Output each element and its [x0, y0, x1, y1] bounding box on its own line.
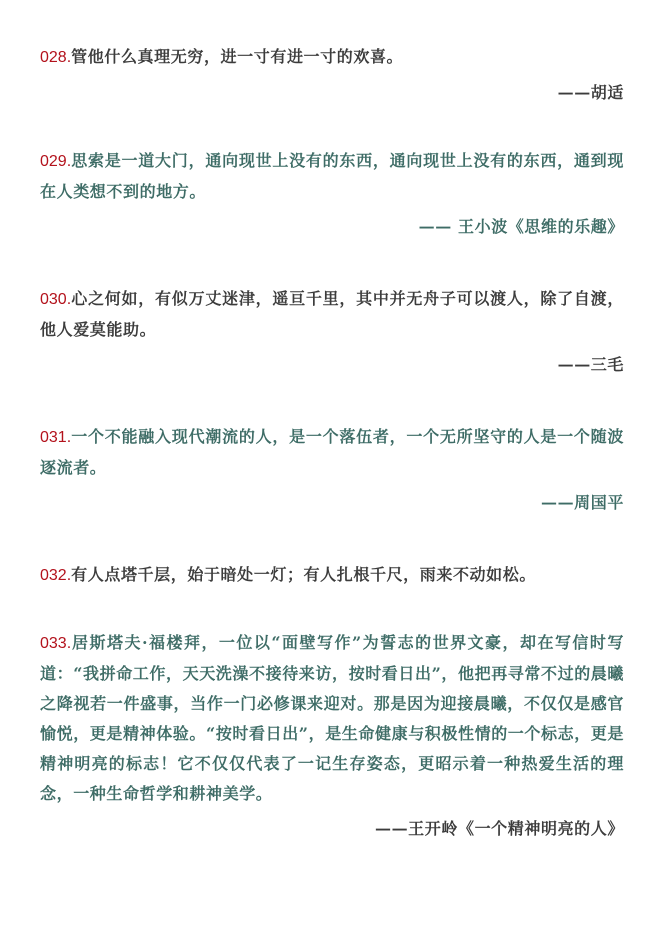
quote-author: —— 王小波《思维的乐趣》	[418, 217, 624, 236]
quote-body: 居斯塔夫·福楼拜，一位以“面壁写作”为誓志的世界文豪，却在写信时写道：“我拼命工作，天天洗澡不接待来访，按时看日出”，他把再寻常不过的晨曦之降视若一件盛事，当作一门必修课来迎对。那是因为迎接晨曦，不仅仅是感官愉悦，更是精神体验。“按时看日出”，是生命健康与积极性情的一个标志，更是精神明亮的标志！它不仅仅代表了一记生存姿态，更昭示着一种热爱生活的理念，一种生命哲学和耕神美学。	[40, 633, 625, 803]
quote-031	[40, 422, 624, 517]
quote-text	[40, 422, 624, 483]
quote-number: 028.	[40, 49, 72, 66]
quote-033	[40, 628, 624, 843]
quote-text	[40, 284, 624, 345]
quote-author: ——胡适	[557, 83, 624, 102]
quote-author: ——王开岭《一个精神明亮的人》	[374, 819, 624, 838]
quote-text	[40, 628, 624, 809]
quote-number: 030.	[40, 291, 72, 308]
quote-030	[40, 284, 624, 379]
quote-author: ——三毛	[557, 355, 624, 374]
quote-number: 031.	[40, 429, 72, 446]
quote-text	[40, 146, 624, 207]
quote-body: 有人点塔千层，始于暗处一灯；有人扎根千尺，雨来不动如松。	[71, 565, 536, 584]
quote-body: 一个不能融入现代潮流的人，是一个落伍者，一个无所坚守的人是一个随波逐流者。	[40, 427, 624, 477]
quote-number: 032.	[40, 567, 72, 584]
quote-number: 033.	[40, 635, 72, 652]
quote-text	[40, 42, 624, 73]
quote-number: 029.	[40, 153, 72, 170]
quote-body: 心之何如，有似万丈迷津，遥亘千里，其中并无舟子可以渡人，除了自渡，他人爱莫能助。	[40, 289, 624, 339]
quote-032	[40, 560, 624, 591]
quote-body: 思索是一道大门，通向现世上没有的东西，通向现世上没有的东西，通到现在人类想不到的地方。	[40, 151, 624, 201]
quote-028	[40, 42, 624, 107]
quote-body: 管他什么真理无穷，进一寸有进一寸的欢喜。	[71, 47, 404, 66]
quote-author: ——周国平	[540, 493, 624, 512]
quote-text	[40, 560, 624, 591]
quote-029	[40, 146, 624, 241]
